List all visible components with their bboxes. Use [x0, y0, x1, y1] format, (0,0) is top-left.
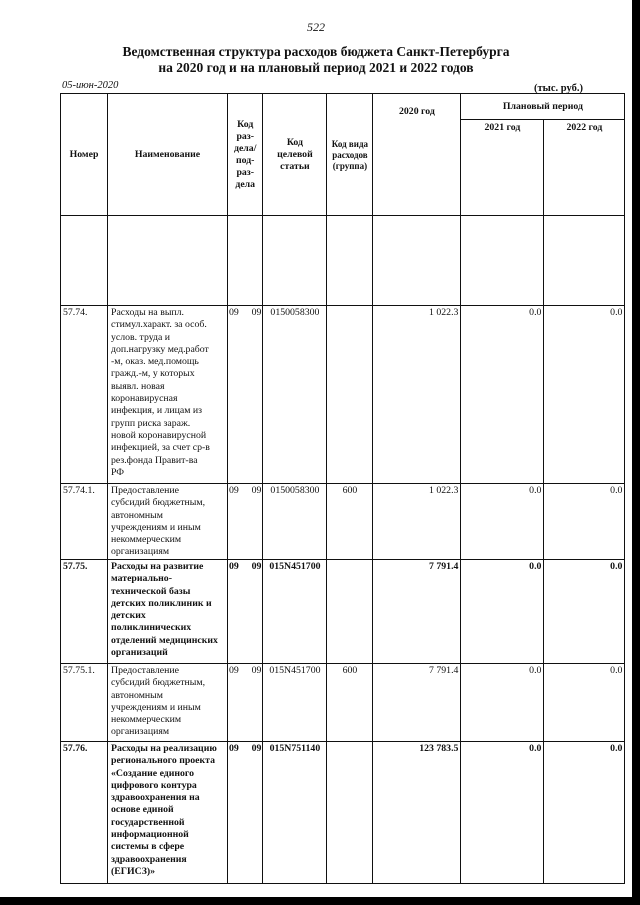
header-spacer [373, 216, 461, 306]
row-name: Расходы на выпл. стимул.характ. за особ. услов. труда и доп.нагрузку мед.работ -м, оказ. мед.помощь гражд.-м, у которых выявл. новая коронавирусная инфекция, и лицам из групп риска зараж. новой коронавирусной инфекцией, за счет ср-в рез.фонда Правит-ва РФ [108, 306, 228, 484]
podrazdel-code: 09 [251, 561, 262, 572]
header-planned-period: Плановый период [461, 94, 625, 120]
row-csr: 0150058300 [263, 306, 327, 484]
row-2022: 0.0 [544, 484, 625, 560]
row-2022: 0.0 [544, 742, 625, 884]
row-number: 57.76. [61, 742, 108, 884]
row-razdel [228, 664, 263, 742]
row-2022: 0.0 [544, 560, 625, 664]
podrazdel-code: 09 [251, 307, 262, 318]
row-vr: 600 [327, 664, 373, 742]
row-2021: 0.0 [461, 306, 544, 484]
header-csr-text: Код целевой статьи [277, 137, 313, 172]
row-name: Расходы на реализацию регионального проекта «Создание единого цифрового контура здравоохранения на основе единой государственной информационной системы в сфере здравоохранения (ЕГИСЗ)» [108, 742, 228, 884]
header-razdel-text: Код раз- дела/ под- раз- дела [234, 119, 257, 190]
page-number: 522 [307, 20, 325, 34]
row-csr: 015N451700 [263, 664, 327, 742]
row-2022: 0.0 [544, 306, 625, 484]
row-vr: 600 [327, 484, 373, 560]
units-label: (тыс. руб.) [534, 83, 583, 94]
header-spacer [544, 216, 625, 306]
header-name: Наименование [108, 94, 228, 216]
expenditure-table [60, 93, 625, 884]
row-vr [327, 560, 373, 664]
title-line-1: Ведомственная структура расходов бюджета Санкт-Петербурга [122, 44, 510, 59]
row-vr [327, 306, 373, 484]
row-number: 57.74. [61, 306, 108, 484]
row-csr: 015N451700 [263, 560, 327, 664]
podrazdel-code: 09 [251, 485, 262, 496]
row-2020: 123 783.5 [373, 742, 461, 884]
row-number: 57.74.1. [61, 484, 108, 560]
row-razdel [228, 484, 263, 560]
row-number: 57.75.1. [61, 664, 108, 742]
header-razdel [228, 94, 263, 216]
row-2021: 0.0 [461, 742, 544, 884]
row-csr: 0150058300 [263, 484, 327, 560]
table-row [61, 742, 625, 884]
row-2020: 7 791.4 [373, 560, 461, 664]
podrazdel-code: 09 [251, 665, 262, 676]
row-csr: 015N751140 [263, 742, 327, 884]
header-spacer [61, 216, 108, 306]
row-2020: 1 022.3 [373, 306, 461, 484]
row-razdel [228, 306, 263, 484]
header-number: Номер [61, 94, 108, 216]
table-row [61, 484, 625, 560]
header-spacer [263, 216, 327, 306]
podrazdel-code: 09 [251, 743, 262, 754]
row-vr [327, 742, 373, 884]
header-spacer [461, 216, 544, 306]
razdel-code: 09 [229, 665, 239, 676]
header-2020: 2020 год [373, 94, 461, 216]
header-vr [327, 94, 373, 216]
row-name: Предоставление субсидий бюджетным, автономным учреждениям и иным некоммерческим организациям [108, 664, 228, 742]
razdel-code: 09 [229, 561, 239, 572]
title-line-2: на 2020 год и на плановый период 2021 и 2022 годов [158, 60, 474, 75]
row-2021: 0.0 [461, 560, 544, 664]
header-spacer [108, 216, 228, 306]
razdel-code: 09 [229, 307, 239, 318]
header-2022: 2022 год [544, 120, 625, 216]
row-name: Предоставление субсидий бюджетным, автономным учреждениям и иным некоммерческим организациям [108, 484, 228, 560]
row-razdel [228, 560, 263, 664]
row-2021: 0.0 [461, 484, 544, 560]
header-csr [263, 94, 327, 216]
row-2022: 0.0 [544, 664, 625, 742]
row-name: Расходы на развитие материально- технической базы детских поликлиник и детских поликлинических отделений медицинских организаций [108, 560, 228, 664]
row-razdel [228, 742, 263, 884]
row-2021: 0.0 [461, 664, 544, 742]
header-spacer [228, 216, 263, 306]
document-title [0, 44, 632, 76]
table-row [61, 664, 625, 742]
table-row [61, 560, 625, 664]
header-vr-text: Код вида расходов (группа) [331, 138, 369, 171]
row-2020: 1 022.3 [373, 484, 461, 560]
document-date: 05-июн-2020 [62, 80, 119, 91]
razdel-code: 09 [229, 743, 239, 754]
razdel-code: 09 [229, 485, 239, 496]
table-row [61, 306, 625, 484]
row-number: 57.75. [61, 560, 108, 664]
header-spacer [327, 216, 373, 306]
row-2020: 7 791.4 [373, 664, 461, 742]
header-2021: 2021 год [461, 120, 544, 216]
